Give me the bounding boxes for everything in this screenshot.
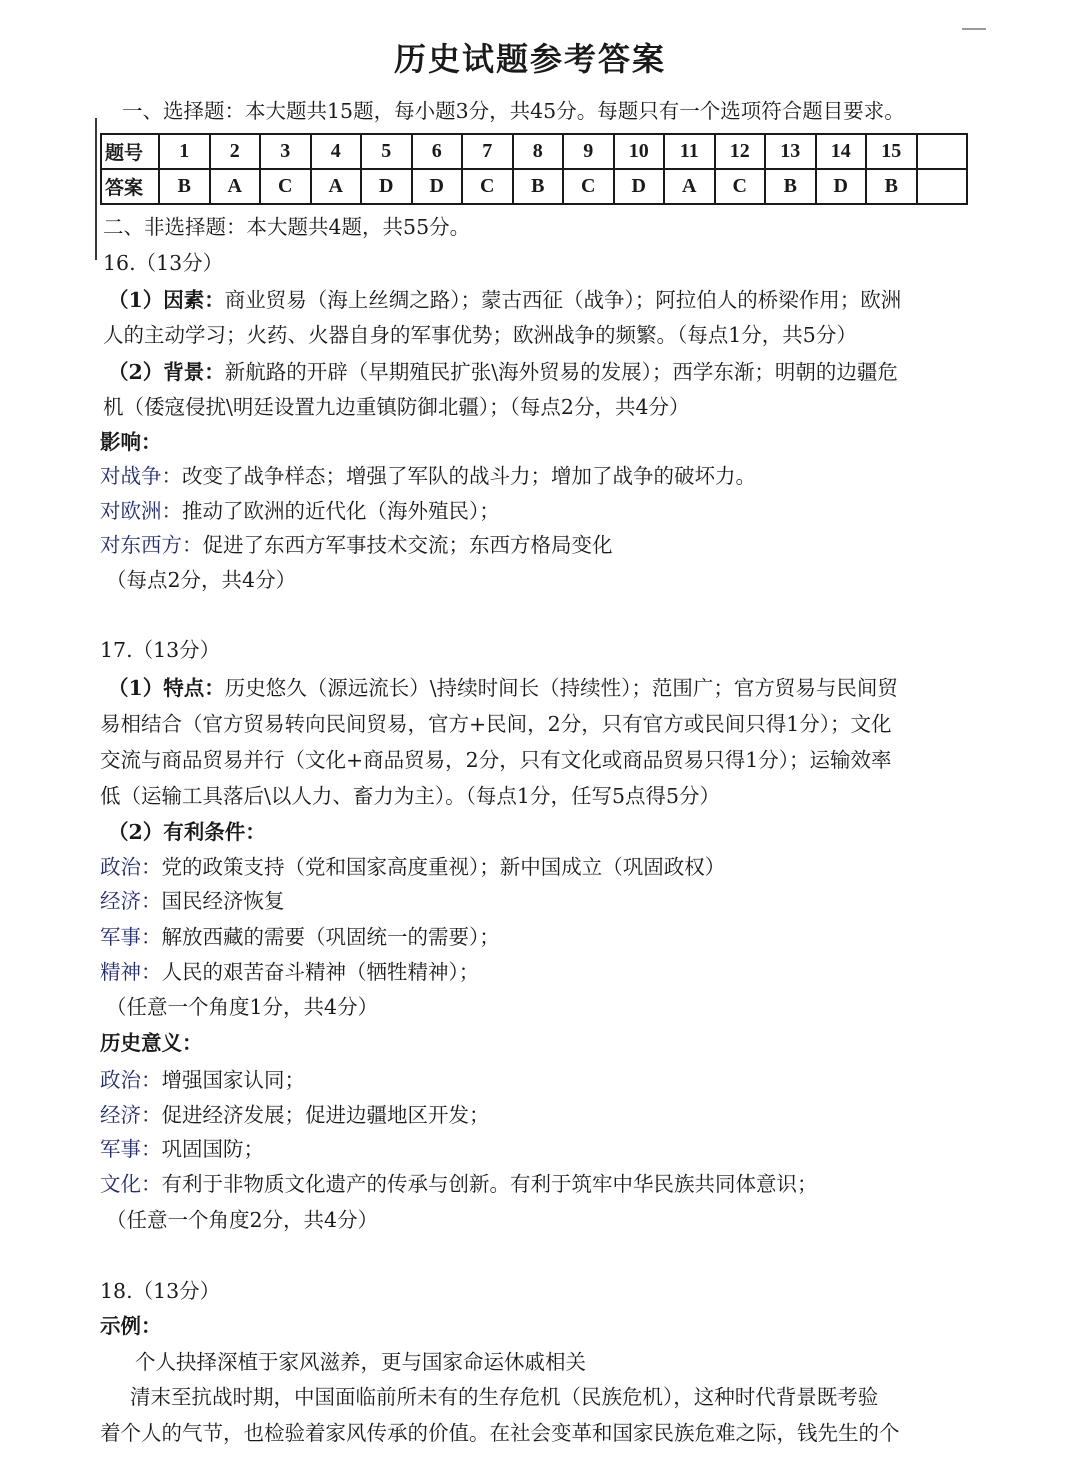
q16-part2 — [108, 357, 898, 387]
essay-title: 个人抉择深植于家风滋养，更与国家命运休戚相关 — [135, 1350, 586, 1374]
sig-culture-label: 文化： — [100, 1172, 162, 1196]
sig-military-label: 军事： — [100, 1137, 162, 1161]
q16-impact-eastwest — [100, 530, 613, 560]
answer-cell: D — [614, 169, 665, 204]
question-number: 11 — [664, 134, 715, 169]
q18-header: 18.（13分） — [100, 1279, 221, 1303]
q16-impact-label: 影响： — [100, 430, 162, 454]
question-number: 10 — [614, 134, 665, 169]
q17-sig-culture — [100, 1169, 818, 1199]
answer-table — [100, 133, 1020, 205]
table-row — [101, 134, 1019, 169]
q17-part1-label: （1）特点： — [108, 676, 225, 700]
empty-cell — [917, 169, 968, 204]
answer-cell: C — [462, 169, 513, 204]
q17-part1-cont: 低（运输工具落后\以人力、畜力为主）。（每点1分，任写5点得5分） — [100, 784, 721, 808]
sig-culture-text: 有利于非物质文化遗产的传承与创新。有利于筑牢中华民族共同体意识； — [161, 1172, 818, 1196]
q18-example-label: 示例： — [100, 1314, 162, 1338]
q16-impact-war — [100, 461, 756, 491]
question-number: 6 — [412, 134, 463, 169]
scan-margin-line — [95, 118, 97, 260]
cond-economy-label: 经济： — [100, 889, 162, 913]
scan-mark — [962, 28, 986, 30]
impact-war-text: 改变了战争样态；增强了军队的战斗力；增加了战争的破坏力。 — [182, 464, 756, 488]
essay-paragraph-line: 清末至抗战时期，中国面临前所未有的生存危机（民族危机），这种时代背景既考验 — [130, 1385, 879, 1409]
question-number: 1 — [159, 134, 210, 169]
q17-cond-spirit — [100, 957, 479, 987]
question-number: 14 — [816, 134, 867, 169]
impact-europe-text: 推动了欧洲的近代化（海外殖民）； — [182, 499, 500, 523]
answer-cell: A — [664, 169, 715, 204]
cond-politics-label: 政治： — [100, 855, 162, 879]
sig-politics-label: 政治： — [100, 1068, 162, 1092]
q16-score: （每点2分，共4分） — [106, 568, 297, 592]
sig-politics-text: 增强国家认同； — [161, 1068, 305, 1092]
answer-cell: A — [210, 169, 261, 204]
cond-economy-text: 国民经济恢复 — [161, 889, 285, 913]
answer-cell: D — [816, 169, 867, 204]
question-number: 13 — [765, 134, 816, 169]
row-label-answer: 答案 — [101, 169, 159, 204]
q16-impact-europe — [100, 496, 500, 526]
question-number: 5 — [361, 134, 412, 169]
answer-cell: B — [159, 169, 210, 204]
q16-header: 16.（13分） — [103, 251, 224, 275]
part2-heading: 二、非选择题：本大题共4题，共55分。 — [103, 215, 471, 239]
page-title: 历史试题参考答案 — [393, 40, 666, 78]
answer-cell: B — [765, 169, 816, 204]
answer-cell: B — [866, 169, 917, 204]
row-label-number: 题号 — [101, 134, 159, 169]
q17-sig-military — [100, 1134, 264, 1164]
q16-part2-text: 新航路的开辟（早期殖民扩张\海外贸易的发展）；西学东渐；明朝的边疆危 — [224, 360, 898, 384]
cond-military-label: 军事： — [100, 925, 162, 949]
answer-cell: D — [412, 169, 463, 204]
answer-cell: C — [563, 169, 614, 204]
impact-eastwest-label: 对东西方： — [100, 533, 203, 557]
answer-cell: C — [715, 169, 766, 204]
answer-cell: D — [361, 169, 412, 204]
cond-spirit-text: 人民的艰苦奋斗精神（牺牲精神）； — [161, 960, 480, 984]
impact-eastwest-text: 促进了东西方军事技术交流；东西方格局变化 — [202, 533, 613, 557]
cond-military-text: 解放西藏的需要（巩固统一的需要）； — [161, 925, 500, 949]
question-number: 15 — [866, 134, 917, 169]
question-number: 8 — [513, 134, 564, 169]
cond-politics-text: 党的政策支持（党和国家高度重视）；新中国成立（巩固政权） — [161, 855, 726, 879]
q16-part2-label: （2）背景： — [108, 360, 225, 384]
q16-part1-label: （1）因素： — [108, 288, 225, 312]
question-number: 9 — [563, 134, 614, 169]
q17-part1 — [108, 673, 898, 703]
q17-sig-economy — [100, 1100, 490, 1130]
q17-part2-label: （2）有利条件： — [108, 820, 266, 844]
q17-sig-politics — [100, 1065, 305, 1095]
q17-cond-score: （任意一个角度1分，共4分） — [106, 995, 379, 1019]
question-number: 3 — [260, 134, 311, 169]
sig-economy-text: 促进经济发展；促进边疆地区开发； — [161, 1103, 490, 1127]
q16-part1-text: 商业贸易（海上丝绸之路）；蒙古西征（战争）；阿拉伯人的桥梁作用；欧洲 — [224, 288, 902, 312]
sig-military-text: 巩固国防； — [161, 1137, 264, 1161]
question-number: 4 — [311, 134, 362, 169]
question-number: 12 — [715, 134, 766, 169]
q17-significance-label: 历史意义： — [100, 1031, 203, 1055]
answer-cell: B — [513, 169, 564, 204]
answer-cell: C — [260, 169, 311, 204]
empty-cell — [917, 134, 968, 169]
table-row — [101, 169, 1019, 204]
q17-part1-cont: 交流与商品贸易并行（文化+商品贸易，2分，只有文化或商品贸易只得1分）；运输效率 — [100, 748, 892, 772]
impact-europe-label: 对欧洲： — [100, 499, 182, 523]
q17-cond-economy — [100, 886, 285, 916]
question-number: 2 — [210, 134, 261, 169]
q16-part1 — [108, 285, 901, 315]
part1-heading: 一、选择题：本大题共15题，每小题3分，共45分。每题只有一个选项符合题目要求。 — [122, 99, 905, 123]
q17-cond-politics — [100, 852, 725, 882]
q17-part1-text: 历史悠久（源远流长）\持续时间长（持续性）；范围广；官方贸易与民间贸 — [224, 676, 898, 700]
question-number: 7 — [462, 134, 513, 169]
q16-part1-cont: 人的主动学习；火药、火器自身的军事优势；欧洲战争的频繁。（每点1分，共5分） — [103, 323, 857, 347]
cond-spirit-label: 精神： — [100, 960, 162, 984]
q17-cond-military — [100, 922, 500, 952]
q16-part2-cont: 机（倭寇侵扰\明廷设置九边重镇防御北疆）；（每点2分，共4分） — [103, 395, 690, 419]
impact-war-label: 对战争： — [100, 464, 182, 488]
essay-paragraph-line: 着个人的气节，也检验着家风传承的价值。在社会变革和国家民族危难之际，钱先生的个 — [100, 1421, 900, 1445]
answer-cell: A — [311, 169, 362, 204]
sig-economy-label: 经济： — [100, 1103, 162, 1127]
q17-header: 17.（13分） — [100, 638, 221, 662]
q17-part1-cont: 易相结合（官方贸易转向民间贸易，官方+民间，2分，只有官方或民间只得1分）；文化 — [100, 712, 892, 736]
q17-sig-score: （任意一个角度2分，共4分） — [106, 1208, 379, 1232]
